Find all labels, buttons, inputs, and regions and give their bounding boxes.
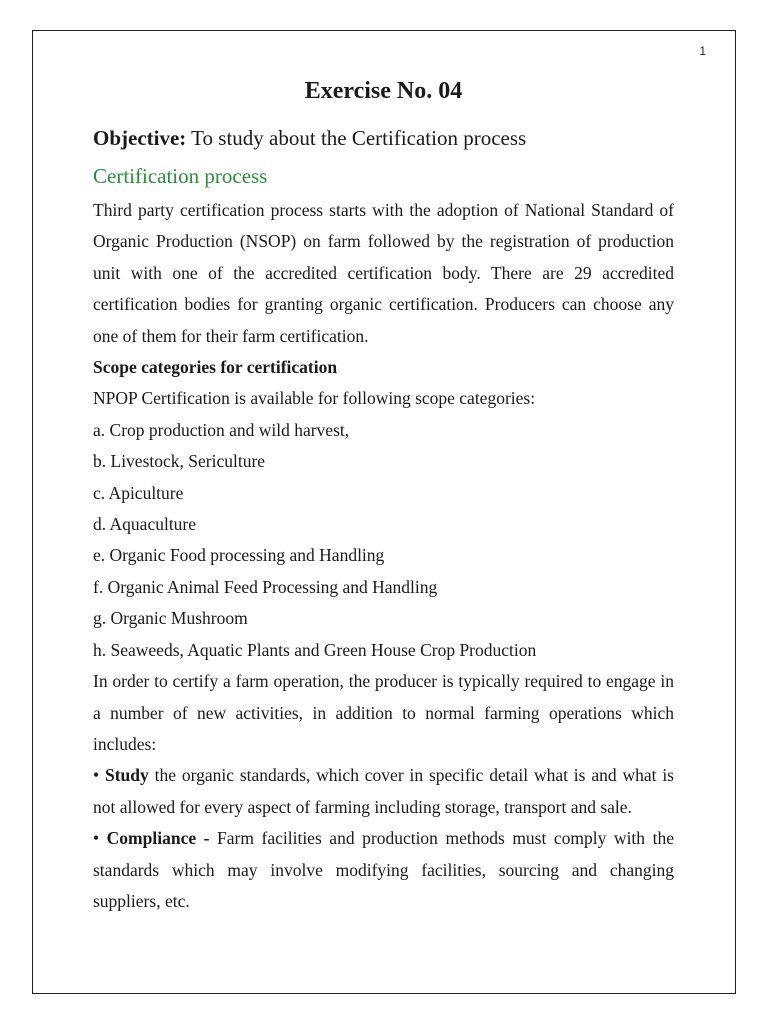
scope-item: g. Organic Mushroom [93, 608, 248, 629]
document-content [93, 72, 674, 917]
scope-heading: Scope categories for certification [93, 357, 338, 378]
bullet-term: Study [104, 765, 149, 786]
scope-item: d. Aquaculture [93, 514, 197, 535]
page-title: Exercise No. 04 [304, 78, 463, 104]
objective-label: Objective: [93, 126, 187, 150]
scope-item: a. Crop production and wild harvest, [93, 419, 350, 440]
bullet-marker: • [93, 828, 107, 849]
scope-item: h. Seaweeds, Aquatic Plants and Green House Crop Production [93, 639, 537, 660]
bullet-study [93, 760, 674, 823]
scope-intro: NPOP Certification is available for following scope categories: [93, 388, 536, 409]
bullet-text: the organic standards, which cover in specific detail what is and what is not allowed for every aspect of farming including storage, transport and sale. [93, 765, 674, 817]
scope-item: b. Livestock, Sericulture [93, 451, 266, 472]
scope-item: c. Apiculture [93, 482, 184, 503]
scope-item: f. Organic Animal Feed Processing and Handling [93, 576, 438, 597]
activities-paragraph: In order to certify a farm operation, the producer is typically required to engage in a number of new activities, in addition to normal farming operations which includes: [93, 671, 674, 754]
objective-text: To study about the Certification process [186, 126, 527, 150]
bullet-text: Farm facilities and production methods must comply with the standards which may involve modifying facilities, sourcing and changing suppliers, etc. [93, 828, 674, 911]
intro-paragraph: Third party certification process starts with the adoption of National Standard of Organic Production (NSOP) on farm followed by the registration of production unit with one of the accredited certification body. There are 29 accredited certification bodies for granting organic certification. Producers can choose any one of them for their farm certification. [93, 200, 674, 346]
page-number: 1 [699, 44, 706, 58]
objective-line [93, 124, 674, 152]
bullet-compliance [93, 823, 674, 917]
section-heading: Certification process [93, 164, 268, 188]
bullet-marker: • [93, 765, 105, 786]
scope-item: e. Organic Food processing and Handling [93, 545, 385, 566]
bullet-term: Compliance - [106, 828, 210, 849]
